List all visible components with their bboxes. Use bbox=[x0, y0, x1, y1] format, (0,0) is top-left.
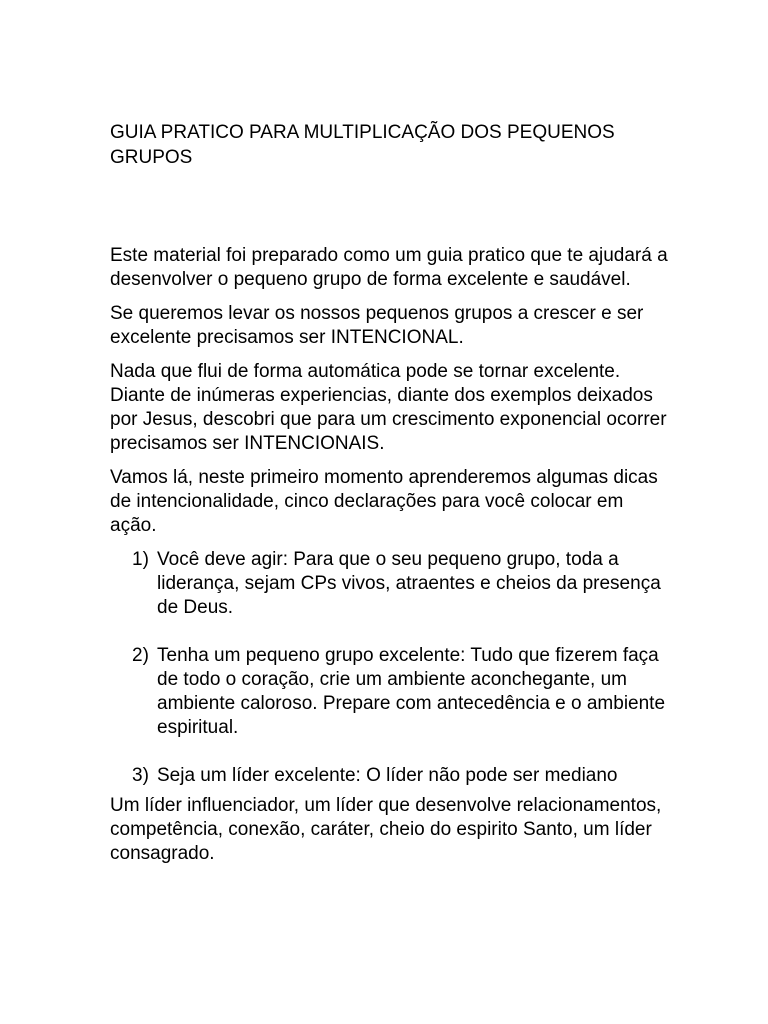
paragraph: Se queremos levar os nossos pequenos grupos a crescer e ser excelente precisamos ser INTENCIONAL. bbox=[110, 303, 644, 348]
numbered-list bbox=[110, 548, 670, 788]
document-body bbox=[110, 244, 670, 876]
paragraph: Este material foi preparado como um guia pratico que te ajudará a desenvolver o pequeno grupo de forma excelente e saudável. bbox=[110, 245, 668, 290]
paragraph: Nada que flui de forma automática pode se tornar excelente. Diante de inúmeras experiencias, diante dos exemplos deixados por Jesus, descobri que para um crescimento exponencial ocorrer precisamos ser INTENCIONAIS. bbox=[110, 361, 667, 454]
list-item-number: 1) bbox=[132, 549, 149, 570]
closing-paragraph: Um líder influenciador, um líder que desenvolve relacionamentos, competência, conexão, caráter, cheio do espirito Santo, um líder consagrado. bbox=[110, 795, 662, 864]
list-item bbox=[110, 764, 670, 788]
list-item bbox=[110, 644, 670, 740]
list-item-number: 2) bbox=[132, 645, 149, 666]
list-item bbox=[110, 548, 670, 620]
list-item-text: Seja um líder excelente: O líder não pode ser mediano bbox=[157, 765, 618, 786]
list-item-text: Tenha um pequeno grupo excelente: Tudo que fizerem faça de todo o coração, crie um ambiente aconchegante, um ambiente caloroso. Prepare com antecedência e o ambiente espiritual. bbox=[157, 645, 666, 738]
paragraph: Vamos lá, neste primeiro momento aprenderemos algumas dicas de intencionalidade, cinco declarações para você colocar em ação. bbox=[110, 467, 658, 536]
list-item-number: 3) bbox=[132, 765, 149, 786]
document-title: GUIA PRATICO PARA MULTIPLICAÇÃO DOS PEQUENOS GRUPOS bbox=[110, 122, 615, 168]
list-item-text: Você deve agir: Para que o seu pequeno grupo, toda a liderança, sejam CPs vivos, atraentes e cheios da presença de Deus. bbox=[157, 549, 661, 618]
